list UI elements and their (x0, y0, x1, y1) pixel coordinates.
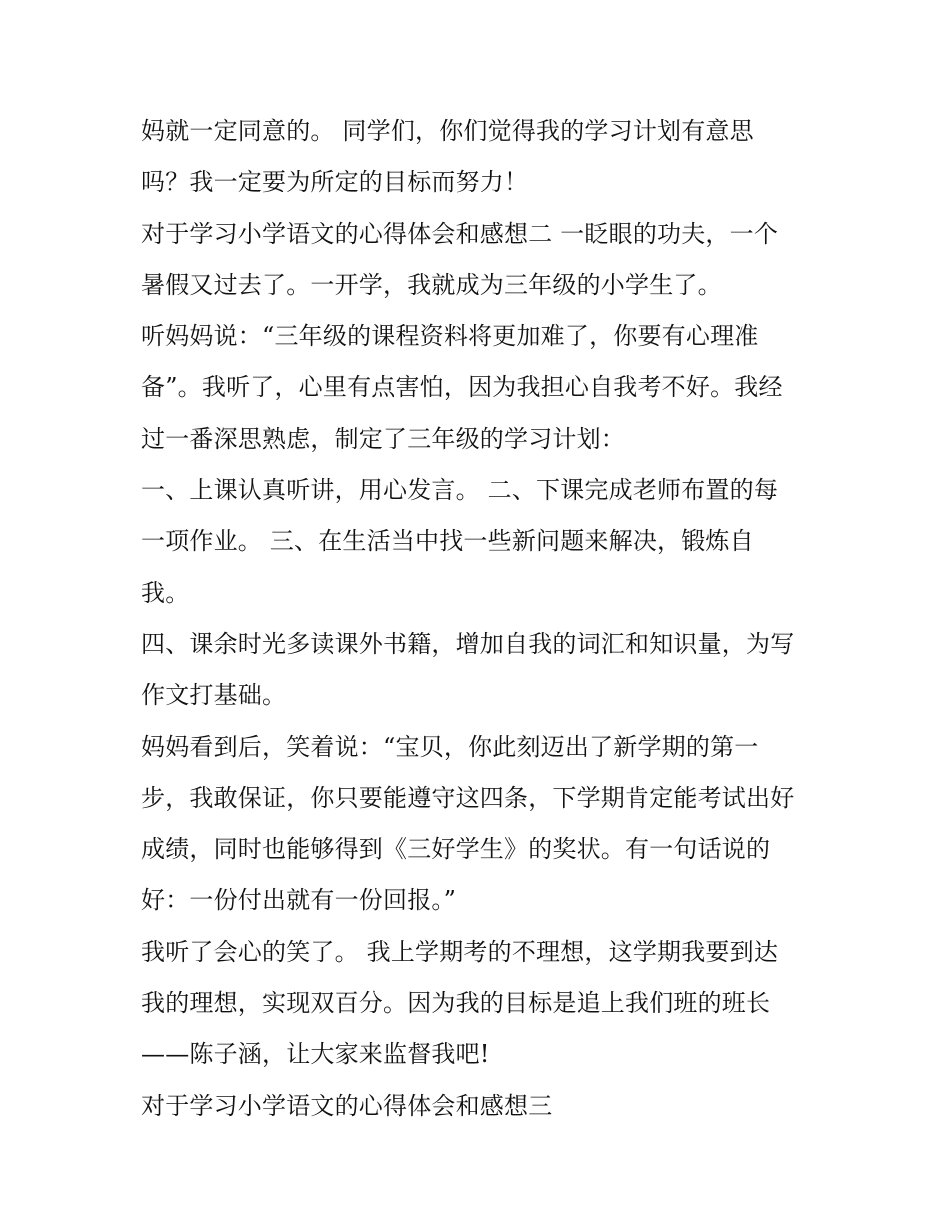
text-line: 备”。我听了，心里有点害怕，因为我担心自我考不好。我经 (141, 373, 783, 402)
text-line: 成绩，同时也能够得到《三好学生》的奖状。有一句话说的 (141, 835, 771, 864)
text-line: 妈就一定同意的。 同学们，你们觉得我的学习计划有意思 (141, 117, 754, 145)
text-line: 一项作业。 三、在生活当中找一些新问题来解决，锻炼自 (141, 527, 754, 556)
text-line: 妈妈看到后，笑着说：“宝贝，你此刻迈出了新学期的第一 (141, 732, 759, 761)
text-line: 步，我敢保证，你只要能遵守这四条，下学期肯定能考试出好 (141, 783, 795, 812)
text-line: 我听了会心的笑了。 我上学期考的不理想，这学期我要到达 (141, 937, 779, 966)
text-line: 过一番深思熟虑，制定了三年级的学习计划： (141, 424, 625, 453)
text-line: 我的理想，实现双百分。因为我的目标是追上我们班的班长 (141, 989, 771, 1018)
text-line: 吗？我一定要为所定的目标而努力！ (141, 168, 529, 197)
text-line: 好：一份付出就有一份回报。” (141, 886, 457, 915)
text-line: 暑假又过去了。一开学，我就成为三年级的小学生了。 (141, 270, 722, 299)
text-line: 作文打基础。 (141, 681, 287, 710)
text-line: 一、上课认真听讲，用心发言。 二、下课完成老师布置的每 (141, 476, 779, 505)
text-line: 听妈妈说：“三年级的课程资料将更加难了，你要有心理准 (141, 322, 759, 351)
document-body (141, 106, 831, 1132)
text-line: ——陈子涵，让大家来监督我吧! (141, 1040, 490, 1069)
section-heading-line: 对于学习小学语文的心得体会和感想二 一眨眼的功夫，一个 (141, 219, 779, 248)
text-line: 四、课余时光多读课外书籍，增加自我的词汇和知识量，为写 (141, 629, 795, 658)
text-line: 我。 (141, 578, 190, 607)
section-heading-line: 对于学习小学语文的心得体会和感想三 (141, 1091, 553, 1120)
